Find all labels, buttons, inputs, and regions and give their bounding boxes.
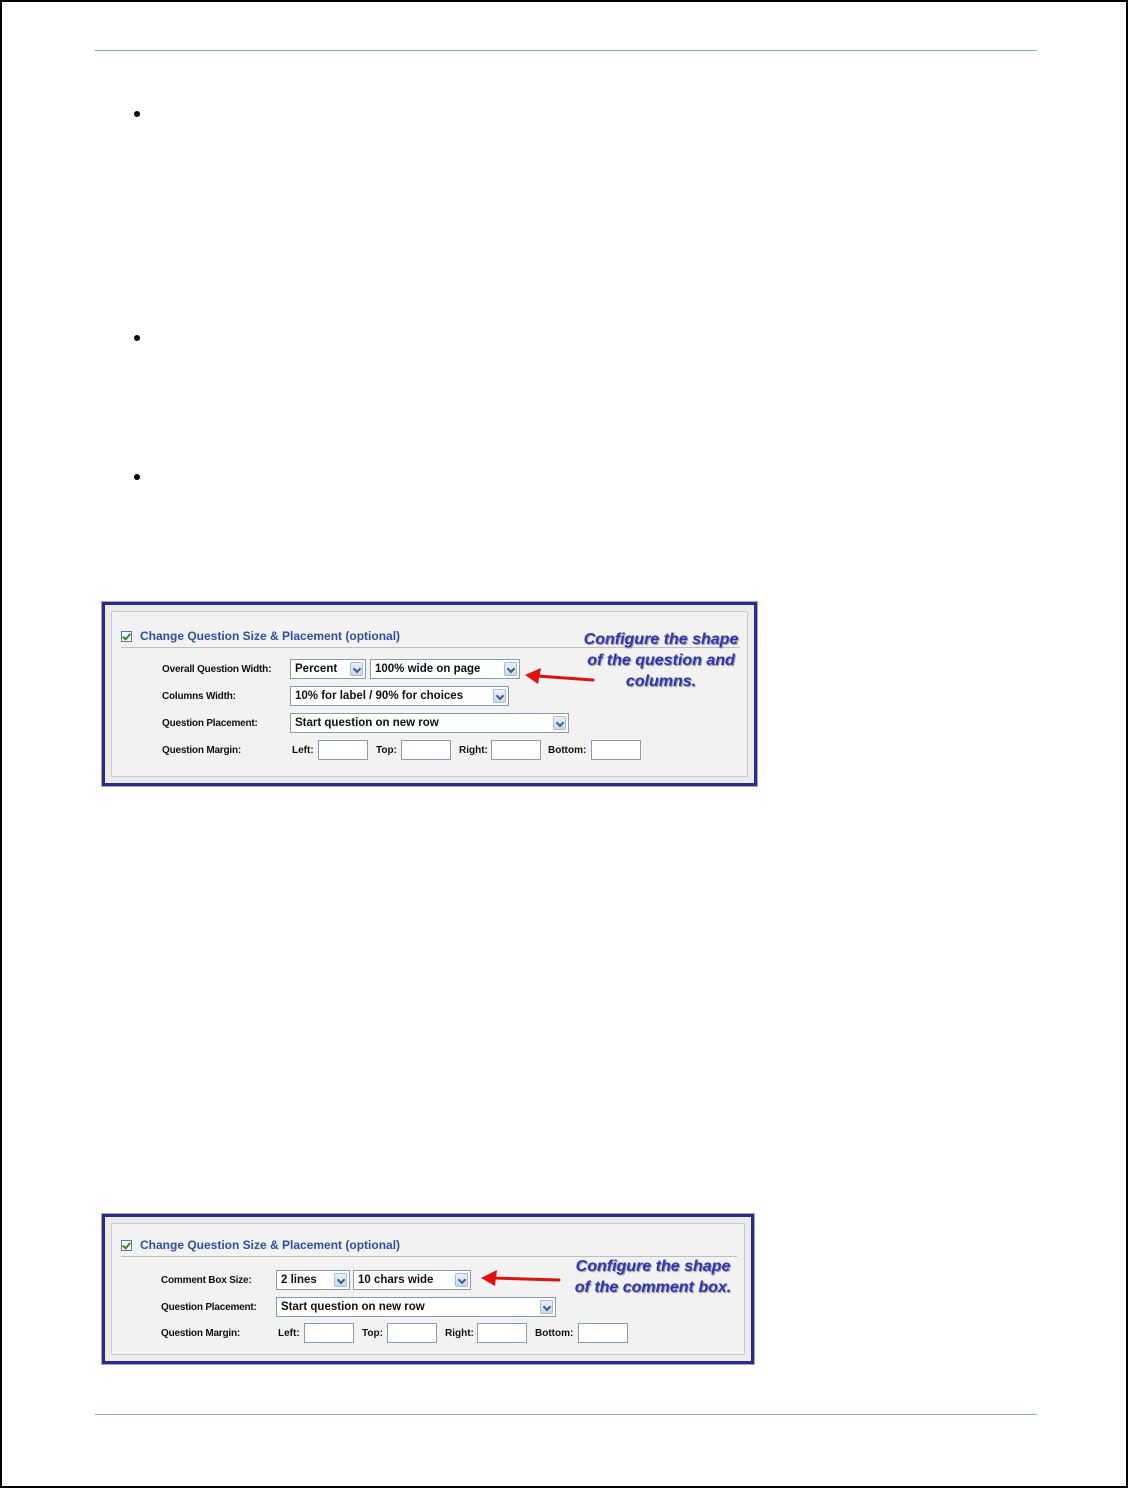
select-value: Start question on new row <box>281 1301 425 1313</box>
checkbox-checked-icon[interactable] <box>121 1240 132 1251</box>
footer-rule <box>95 1414 1037 1415</box>
margin-right-input[interactable] <box>477 1323 527 1343</box>
dropdown-arrow-icon[interactable] <box>455 1273 468 1287</box>
dropdown-arrow-icon[interactable] <box>334 1273 347 1287</box>
overall-width-label: Overall Question Width: <box>162 664 272 675</box>
margin-left-input[interactable] <box>318 740 368 760</box>
callout-line: Configure the shape <box>575 1258 731 1275</box>
overall-width-value-select[interactable] <box>370 659 520 679</box>
question-placement-select[interactable] <box>276 1297 556 1317</box>
margin-bottom-label: Bottom: <box>548 745 587 756</box>
select-value: Start question on new row <box>295 717 439 729</box>
margin-right-label: Right: <box>459 745 488 756</box>
callout-line: of the question and <box>587 652 735 669</box>
panel-header <box>121 629 400 643</box>
dropdown-arrow-icon[interactable] <box>540 1300 553 1314</box>
checkbox-checked-icon[interactable] <box>121 631 132 642</box>
callout-line: columns. <box>625 673 697 690</box>
bullet-icon <box>134 474 140 480</box>
select-value: 2 lines <box>281 1274 317 1286</box>
callout-text <box>571 629 751 692</box>
margin-left-label: Left: <box>278 1328 300 1339</box>
red-arrow-icon <box>479 1268 563 1290</box>
dropdown-arrow-icon[interactable] <box>493 689 506 703</box>
screenshot-panel-question-size <box>102 602 757 786</box>
margin-top-label: Top: <box>376 745 397 756</box>
callout-line: of the comment box. <box>574 1279 732 1296</box>
columns-width-label: Columns Width: <box>162 691 236 702</box>
dropdown-arrow-icon[interactable] <box>553 716 566 730</box>
question-margin-label: Question Margin: <box>161 1328 241 1339</box>
margin-right-input[interactable] <box>491 740 541 760</box>
margin-left-label: Left: <box>292 745 314 756</box>
select-value: Percent <box>295 663 338 675</box>
panel-header <box>121 1238 400 1252</box>
question-placement-select[interactable] <box>290 713 569 733</box>
columns-width-select[interactable] <box>290 686 509 706</box>
margin-left-input[interactable] <box>304 1323 354 1343</box>
margin-bottom-input[interactable] <box>578 1323 628 1343</box>
select-value: 10% for label / 90% for choices <box>295 690 464 702</box>
bullet-icon <box>134 335 140 341</box>
margin-top-input[interactable] <box>387 1323 437 1343</box>
question-margin-label: Question Margin: <box>162 745 242 756</box>
panel-header-title: Change Question Size & Placement (optional) <box>140 629 401 643</box>
dropdown-arrow-icon[interactable] <box>504 662 517 676</box>
overall-width-unit-select[interactable] <box>290 659 366 679</box>
comment-box-width-select[interactable] <box>353 1270 471 1290</box>
question-placement-label: Question Placement: <box>161 1302 257 1313</box>
select-value: 10 chars wide <box>358 1274 434 1286</box>
callout-line: Configure the shape <box>583 631 739 648</box>
dropdown-arrow-icon[interactable] <box>350 662 363 676</box>
margin-top-input[interactable] <box>401 740 451 760</box>
margin-top-label: Top: <box>362 1328 383 1339</box>
header-rule <box>95 50 1037 51</box>
margin-bottom-input[interactable] <box>591 740 641 760</box>
select-value: 100% wide on page <box>375 663 481 675</box>
margin-bottom-label: Bottom: <box>535 1328 574 1339</box>
comment-box-size-label: Comment Box Size: <box>161 1275 252 1286</box>
question-placement-label: Question Placement: <box>162 718 258 729</box>
comment-box-lines-select[interactable] <box>276 1270 350 1290</box>
screenshot-panel-comment-box <box>102 1214 754 1364</box>
bullet-icon <box>134 111 140 117</box>
callout-text <box>561 1256 745 1298</box>
panel-header-title: Change Question Size & Placement (optional) <box>140 1238 401 1252</box>
margin-right-label: Right: <box>445 1328 474 1339</box>
